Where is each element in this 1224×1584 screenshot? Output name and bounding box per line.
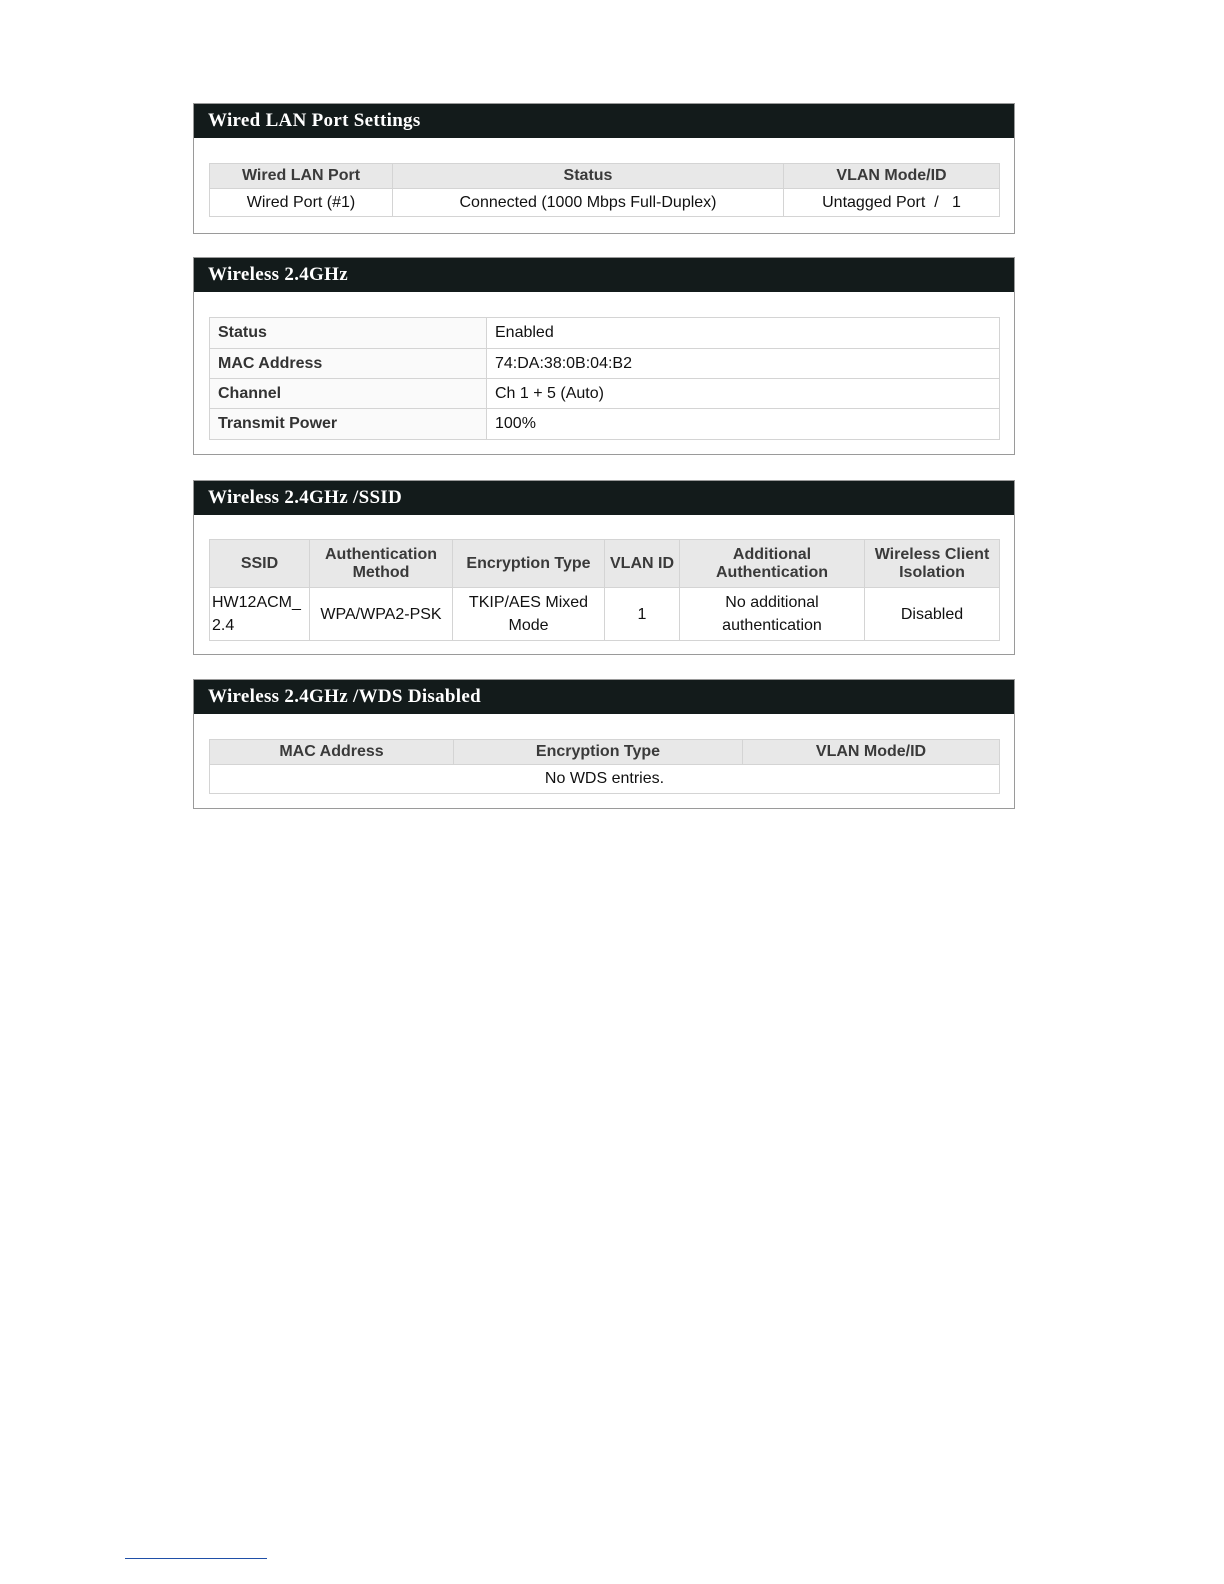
vlan-id-cell: 1 (605, 588, 680, 641)
status-value: Enabled (487, 318, 1000, 349)
mac-address-value: 74:DA:38:0B:04:B2 (487, 349, 1000, 379)
table-row (210, 349, 1000, 379)
col-status: Status (393, 164, 784, 189)
col-auth-method: Authentication Method (310, 540, 453, 588)
ssid-cell: HW12ACM_ 2.4 (210, 588, 310, 641)
channel-label: Channel (210, 379, 487, 409)
channel-value: Ch 1 + 5 (Auto) (487, 379, 1000, 409)
wds-table (209, 739, 1000, 794)
table-row (210, 409, 1000, 440)
col-client-isolation: Wireless Client Isolation (865, 540, 1000, 588)
wired-vlan-cell: Untagged Port / 1 (784, 189, 1000, 217)
table-row (210, 318, 1000, 349)
transmit-power-value: 100% (487, 409, 1000, 440)
wired-lan-title: Wired LAN Port Settings (194, 104, 1014, 138)
col-wired-lan-port: Wired LAN Port (210, 164, 393, 189)
col-ssid: SSID (210, 540, 310, 588)
col-mac-address: MAC Address (210, 740, 454, 765)
wired-status-cell: Connected (1000 Mbps Full-Duplex) (393, 189, 784, 217)
col-vlan-mode: VLAN Mode/ID (784, 164, 1000, 189)
wds-empty-message: No WDS entries. (210, 765, 1000, 794)
client-isolation-cell: Disabled (865, 588, 1000, 641)
status-label: Status (210, 318, 487, 349)
auth-method-cell: WPA/WPA2-PSK (310, 588, 453, 641)
wireless-table (209, 317, 1000, 440)
wds-title: Wireless 2.4GHz /WDS Disabled (194, 680, 1014, 714)
col-additional-auth: Additional Authentication (680, 540, 865, 588)
col-vlan-id: VLAN ID (605, 540, 680, 588)
ssid-panel (193, 480, 1015, 655)
col-vlan-mode: VLAN Mode/ID (743, 740, 1000, 765)
wireless-panel (193, 257, 1015, 455)
wds-panel (193, 679, 1015, 809)
table-row (210, 379, 1000, 409)
additional-auth-cell: No additional authentication (680, 588, 865, 641)
col-encryption-type: Encryption Type (453, 540, 605, 588)
wired-lan-table (209, 163, 1000, 217)
wired-port-cell: Wired Port (#1) (210, 189, 393, 217)
mac-address-label: MAC Address (210, 349, 487, 379)
table-row (210, 588, 1000, 641)
table-row (210, 189, 1000, 217)
col-encryption-type: Encryption Type (454, 740, 743, 765)
wireless-title: Wireless 2.4GHz (194, 258, 1014, 292)
footnote-separator (125, 1558, 267, 1559)
ssid-title: Wireless 2.4GHz /SSID (194, 481, 1014, 515)
encryption-type-cell: TKIP/AES Mixed Mode (453, 588, 605, 641)
ssid-table (209, 539, 1000, 641)
wired-lan-panel (193, 103, 1015, 234)
transmit-power-label: Transmit Power (210, 409, 487, 440)
table-row (210, 765, 1000, 794)
